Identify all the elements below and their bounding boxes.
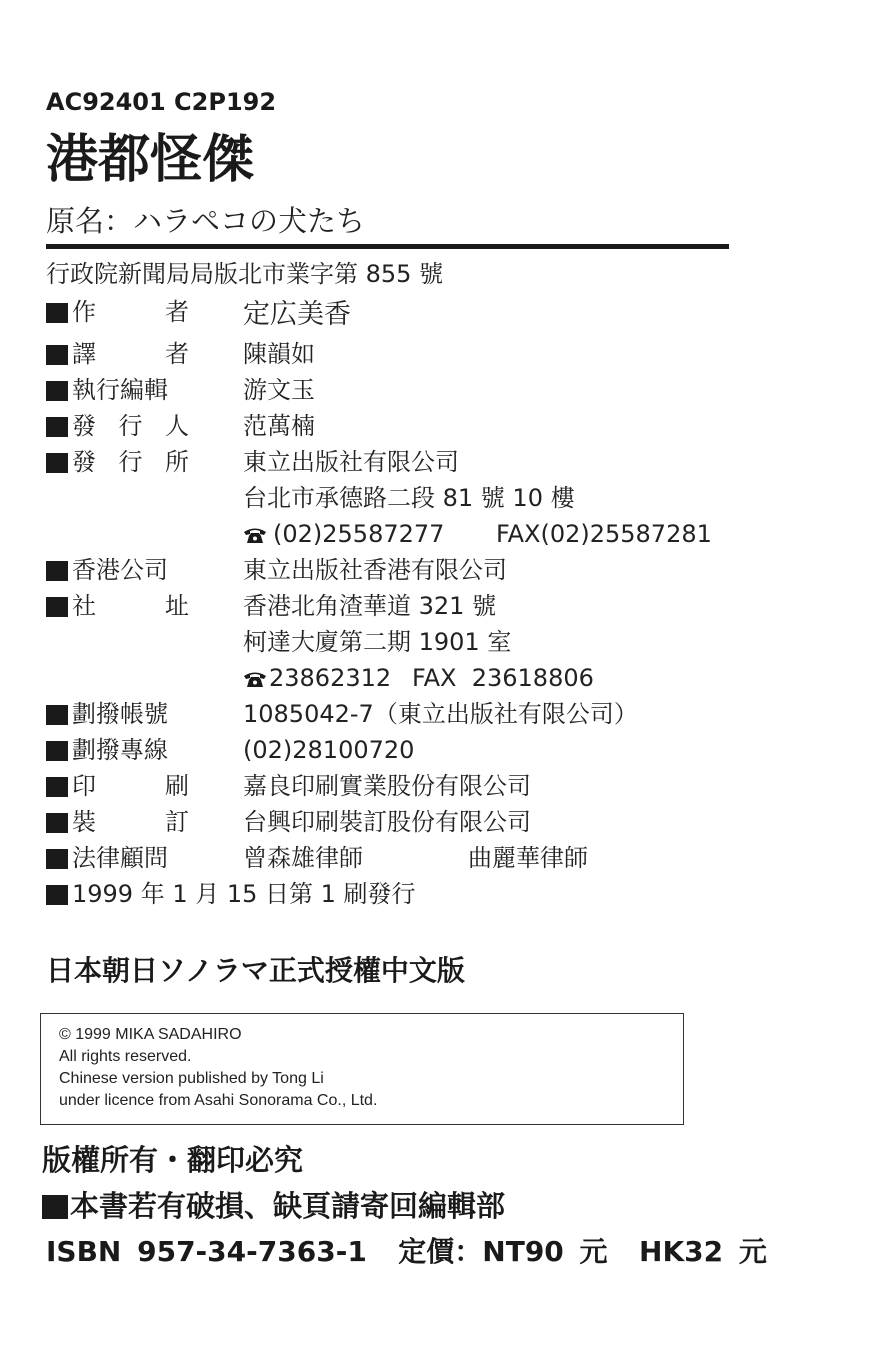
black-square-icon xyxy=(46,813,68,833)
credit-label: 劃撥帳號 xyxy=(72,700,168,728)
credit-label xyxy=(72,372,212,408)
printer-name: 嘉良印刷實業股份有限公司 xyxy=(243,772,531,800)
label-text xyxy=(72,408,189,444)
print-date-row xyxy=(46,876,746,912)
black-square-icon xyxy=(46,849,68,869)
credit-row-binding xyxy=(46,804,746,840)
credit-label xyxy=(72,444,212,480)
label-char: 發 xyxy=(72,448,96,476)
label-char: 人 xyxy=(165,412,189,440)
black-square-icon xyxy=(46,453,68,473)
black-square-icon xyxy=(46,345,68,365)
title-divider xyxy=(46,244,729,249)
label-char: 譯 xyxy=(72,340,96,368)
binder-name: 台興印刷裝訂股份有限公司 xyxy=(243,808,531,836)
transfer-account: 1085042-7（東立出版社有限公司） xyxy=(243,700,638,728)
fax-number: FAX(02)25587281 xyxy=(496,520,712,548)
phone-line xyxy=(243,660,391,696)
editor-name: 游文玉 xyxy=(243,376,315,404)
credit-row-publishing-house xyxy=(46,444,746,480)
credit-label xyxy=(72,768,212,804)
translator-name: 陳韻如 xyxy=(243,340,315,368)
credit-row-legal xyxy=(46,840,746,876)
original-title: 原名：ハラペコの犬たち xyxy=(46,204,366,238)
legal-counsel-2: 曲麗華律師 xyxy=(468,844,588,872)
credit-row-hk-phone xyxy=(46,660,746,696)
credit-row-author xyxy=(46,294,746,336)
license-number: 行政院新聞局局版北市業字第 855 號 xyxy=(46,260,444,288)
hk-address-line-1: 香港北角渣華道 321 號 xyxy=(243,592,497,620)
black-square-icon xyxy=(46,417,68,437)
credit-row-hk-address xyxy=(46,588,746,624)
label-text xyxy=(72,336,189,372)
credits-list xyxy=(46,294,746,912)
black-square-icon xyxy=(46,705,68,725)
label-text xyxy=(72,444,189,480)
label-char: 編 xyxy=(120,376,144,404)
damage-notice-row xyxy=(42,1186,505,1226)
author-name: 定広美香 xyxy=(243,299,351,330)
phone-number: 23862312 xyxy=(269,664,392,692)
legal-counsel-1: 曾森雄律師 xyxy=(243,844,363,872)
phone-number: (02)25587277 xyxy=(273,520,445,548)
telephone-icon xyxy=(243,526,267,544)
credit-label xyxy=(72,804,212,840)
label-char: 社 xyxy=(72,592,96,620)
label-char: 執 xyxy=(72,376,96,404)
isbn-price: ISBN 957-34-7363-1 定價：NT90 元 HK32 元 xyxy=(46,1235,767,1268)
label-text xyxy=(72,588,189,624)
credit-row-hk-address-2 xyxy=(46,624,746,660)
black-square-icon xyxy=(46,381,68,401)
credit-row-publisher xyxy=(46,408,746,444)
official-edition-notice: 日本朝日ソノラマ正式授權中文版 xyxy=(46,954,465,987)
print-date: 1999 年 1 月 15 日第 1 刷發行 xyxy=(72,880,416,908)
label-char: 印 xyxy=(72,772,96,800)
publisher-name: 范萬楠 xyxy=(243,412,315,440)
credit-label: 劃撥專線 xyxy=(72,736,168,764)
credit-row-editor xyxy=(46,372,746,408)
label-char: 輯 xyxy=(144,376,168,404)
label-char: 刷 xyxy=(165,772,189,800)
copyright-line: under licence from Asahi Sonorama Co., Ltd. xyxy=(59,1092,378,1109)
label-char: 所 xyxy=(165,448,189,476)
hk-company-name: 東立出版社香港有限公司 xyxy=(243,556,507,584)
transfer-line: (02)28100720 xyxy=(243,736,415,764)
copyright-line: Chinese version published by Tong Li xyxy=(59,1070,324,1087)
label-text xyxy=(72,294,189,330)
black-square-icon xyxy=(46,741,68,761)
copyright-line: All rights reserved. xyxy=(59,1048,192,1065)
hk-address-line-2: 柯達大廈第二期 1901 室 xyxy=(243,628,512,656)
copyright-box xyxy=(40,1013,684,1125)
label-char: 行 xyxy=(118,412,143,440)
credit-row-transfer-account xyxy=(46,696,746,732)
telephone-icon xyxy=(243,670,267,688)
damage-notice: 本書若有破損、缺頁請寄回編輯部 xyxy=(70,1189,506,1223)
rights-reserved: 版權所有・翻印必究 xyxy=(42,1143,304,1177)
black-square-icon xyxy=(46,597,68,617)
credit-label xyxy=(72,294,212,330)
label-char: 裝 xyxy=(72,808,96,836)
publishing-house-name: 東立出版社有限公司 xyxy=(243,448,459,476)
label-char: 訂 xyxy=(165,808,189,836)
book-title: 港都怪傑 xyxy=(46,130,255,190)
label-text xyxy=(72,768,189,804)
fax-number: FAX 23618806 xyxy=(412,664,594,692)
label-text xyxy=(72,372,212,408)
black-square-icon xyxy=(46,885,68,905)
label-char: 者 xyxy=(165,340,189,368)
label-char: 作 xyxy=(72,298,96,326)
black-square-icon xyxy=(46,777,68,797)
credit-row-printing xyxy=(46,768,746,804)
credit-row-transfer-line xyxy=(46,732,746,768)
label-text xyxy=(72,804,189,840)
phone-line xyxy=(243,516,444,552)
label-char: 行 xyxy=(96,376,120,404)
publisher-address: 台北市承德路二段 81 號 10 樓 xyxy=(243,484,575,512)
credit-label xyxy=(72,588,212,624)
black-square-icon xyxy=(42,1195,68,1219)
copyright-line: © 1999 MIKA SADAHIRO xyxy=(59,1026,242,1043)
black-square-icon xyxy=(46,561,68,581)
credit-row-translator xyxy=(46,336,746,372)
label-char: 址 xyxy=(165,592,189,620)
label-char: 者 xyxy=(165,298,189,326)
label-char: 行 xyxy=(118,448,143,476)
credit-row-hk-company xyxy=(46,552,746,588)
credit-row-address xyxy=(46,480,746,516)
catalog-code: AC92401 C2P192 xyxy=(46,88,277,116)
black-square-icon xyxy=(46,303,68,323)
credit-row-phone xyxy=(46,516,746,552)
credit-label xyxy=(72,336,212,372)
credit-label xyxy=(72,408,212,444)
label-char: 發 xyxy=(72,412,96,440)
credit-label: 香港公司 xyxy=(72,556,168,584)
credit-label: 法律顧問 xyxy=(72,844,168,872)
